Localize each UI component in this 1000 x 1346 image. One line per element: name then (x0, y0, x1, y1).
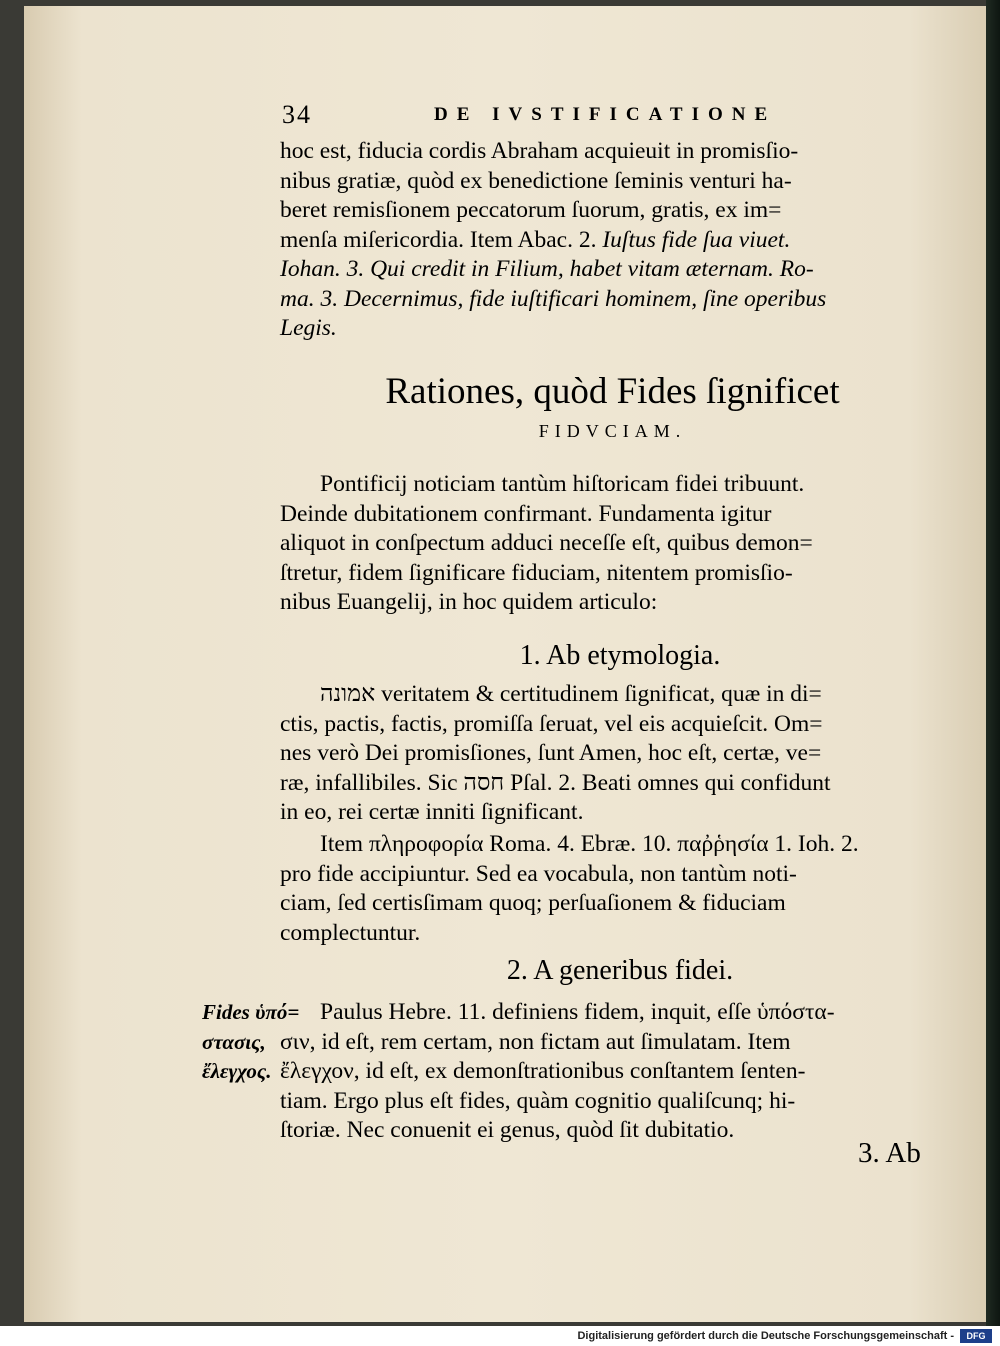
text-line: hoc est, fiducia cordis Abraham acquieuit in promisſio- (280, 138, 799, 164)
text-line: nibus Euangelij, in hoc quidem articulo: (280, 589, 658, 615)
text-line: Item πληροφορία Roma. 4. Ebræ. 10. παῤῥησία 1. Ioh. 2. (320, 831, 859, 857)
text-span: menſa miſericordia. Item Abac. 2. (280, 226, 597, 253)
text-line: ciam, ſed certisſimam quoq; perſuaſionem & fiduciam (280, 890, 786, 916)
text-line: Deinde dubitationem confirmant. Fundamenta igitur (280, 500, 772, 527)
footer-bar (0, 1326, 1000, 1346)
funding-notice: Digitalisierung gefördert durch die Deutsche Forschungsgemeinschaft - (577, 1330, 954, 1342)
text-line: Legis. (280, 315, 337, 341)
catchword: 3. Ab (858, 1137, 921, 1169)
margin-note-line: στασις, (202, 1029, 266, 1054)
text-line: ſtoriæ. Nec conuenit ei genus, quòd ſit dubitatio. (280, 1117, 735, 1143)
text-line: ſtretur, fidem ſignificare fiduciam, nitentem promisſio- (280, 559, 793, 586)
text-line: Pontificij noticiam tantùm hiſtoricam fidei tribuunt. (320, 471, 805, 497)
section-subtitle: FIDVCIAM. (538, 421, 687, 441)
text-line: pro fide accipiuntur. Sed ea vocabula, non tantùm noti- (280, 860, 797, 887)
paragraph-2 (280, 470, 945, 618)
page-header (282, 100, 922, 130)
page-number: 34 (282, 100, 312, 129)
text-line (280, 226, 945, 256)
text-line: tiam. Ergo plus eſt fides, quàm cognitio qualiſcunq; hi- (280, 1087, 796, 1114)
paragraph-4 (280, 830, 945, 948)
dfg-logo: DFG (960, 1329, 992, 1343)
text-line: אמונה veritatem & certitudinem ſignificat, quæ in di= (320, 681, 822, 707)
text-line: complectuntur. (280, 919, 421, 946)
text-line: Paulus Hebre. 11. definiens fidem, inquit, eſſe ὑπόστα- (320, 999, 835, 1025)
text-line: ἔλεγχον, id eſt, ex demonſtrationibus conſtantem ſenten- (280, 1058, 806, 1084)
section-title: Rationes, quòd Fides ſignificet (385, 371, 840, 412)
text-line: beret remisſionem peccatorum ſuorum, gratis, ex im= (280, 197, 782, 223)
text-line: nes verò Dei promisſiones, ſunt Amen, hoc eſt, certæ, ve= (280, 740, 822, 766)
text-line: Iohan. 3. Qui credit in Filium, habet vitam æternam. Ro- (280, 256, 814, 282)
text-line: nibus gratiæ, quòd ex benedictione ſeminis venturi ha- (280, 167, 792, 194)
paragraph-5 (280, 998, 945, 1146)
text-line: ctis, pactis, factis, promiſſa ſeruat, vel eis acquieſcit. Om= (280, 710, 823, 737)
text-line: ma. 3. Decernimus, fide iuſtificari hominem, ſine operibus (280, 285, 827, 312)
text-line: aliquot in conſpectum adduci neceſſe eſt, quibus demon= (280, 530, 813, 556)
text-line: ræ, infallibiles. Sic חסה Pſal. 2. Beati omnes qui confidunt (280, 769, 831, 796)
book-spine (986, 0, 1000, 1326)
paragraph-1 (280, 137, 945, 344)
running-title: DE IVSTIFICATIONE (434, 104, 777, 125)
section-heading-generibus: 2. A generibus fidei. (506, 955, 734, 986)
text-line: σιν, id eſt, rem certam, non fictam aut ſimulatam. Item (280, 1028, 791, 1055)
margin-note-line: Fides ὑπό= (202, 1000, 300, 1024)
italic-quote: Iuſtus fide ſua viuet. (602, 226, 791, 253)
text-line: in eo, rei certæ inniti ſignificant. (280, 799, 584, 825)
section-heading-etymologia: 1. Ab etymologia. (519, 640, 721, 671)
paragraph-3 (280, 680, 945, 828)
margin-note-line: ἔλεγχος. (202, 1059, 272, 1083)
